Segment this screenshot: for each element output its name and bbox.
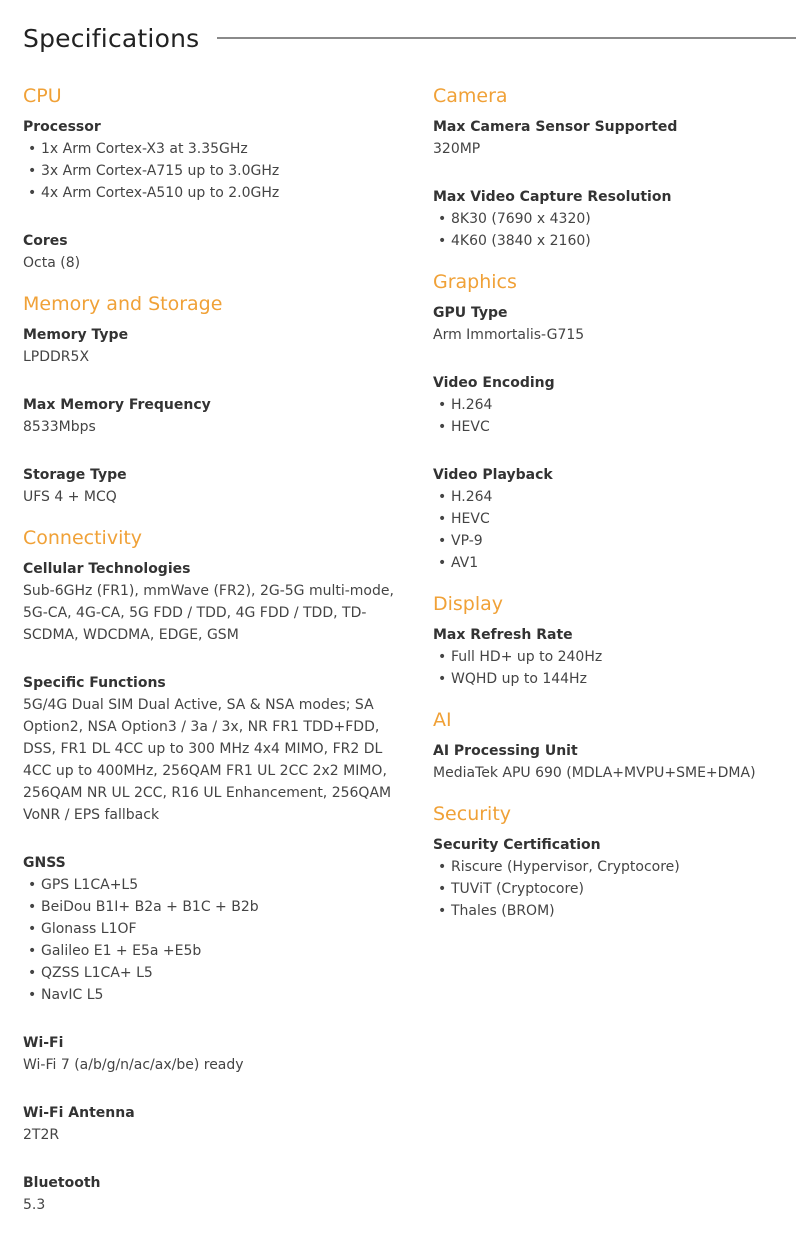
spec-value: 5.3: [23, 1197, 46, 1213]
spec-storage-type: [23, 464, 411, 508]
spec-value: 2T2R: [23, 1127, 60, 1143]
spec-list-item: • Glonass L1OF: [23, 918, 411, 940]
spec-value: 8533Mbps: [23, 419, 96, 435]
spec-list-item: • BeiDou B1I+ B2a + B1C + B2b: [23, 896, 411, 918]
spec-list: [433, 486, 793, 574]
spec-label: Wi-Fi Antenna: [23, 1105, 135, 1121]
spec-max-memory-frequency: [23, 394, 411, 438]
spec-list-item: • GPS L1CA+L5: [23, 874, 411, 896]
spec-list-item: • HEVC: [433, 508, 793, 530]
spec-list-item: • NavIC L5: [23, 984, 411, 1006]
spec-processor: [23, 116, 411, 204]
spec-list-item: • 4x Arm Cortex-A510 up to 2.0GHz: [23, 182, 411, 204]
spec-gnss: [23, 852, 411, 1006]
title-divider: [217, 37, 796, 39]
spec-value: MediaTek APU 690 (MDLA+MVPU+SME+DMA): [433, 765, 756, 781]
spec-list-item: • Riscure (Hypervisor, Cryptocore): [433, 856, 793, 878]
spec-label: GNSS: [23, 855, 66, 871]
spec-label: Security Certification: [433, 837, 601, 853]
spec-value: Octa (8): [23, 255, 81, 271]
page-header: [23, 18, 796, 58]
spec-list-item: • 4K60 (3840 x 2160): [433, 230, 793, 252]
spec-wi-fi-antenna: [23, 1102, 411, 1146]
spec-label: GPU Type: [433, 305, 508, 321]
spec-value: Wi-Fi 7 (a/b/g/n/ac/ax/be) ready: [23, 1057, 244, 1073]
spec-section-display: [433, 592, 793, 690]
spec-value: Sub-6GHz (FR1), mmWave (FR2), 2G-5G multi-mode, 5G-CA, 4G-CA, 5G FDD / TDD, 4G FDD / TDD, TD-SCDMA, WDCDMA, EDGE, GSM: [23, 583, 394, 643]
page-title: Specifications: [23, 23, 200, 53]
section-title: Display: [433, 593, 504, 615]
spec-list-item: • 1x Arm Cortex-X3 at 3.35GHz: [23, 138, 411, 160]
spec-security-certification: [433, 834, 793, 922]
spec-value: UFS 4 + MCQ: [23, 489, 117, 505]
spec-value: 320MP: [433, 141, 481, 157]
spec-list-item: • Thales (BROM): [433, 900, 793, 922]
spec-gpu-type: [433, 302, 793, 346]
spec-section-cpu: [23, 84, 411, 274]
spec-list-item: • VP-9: [433, 530, 793, 552]
spec-value: LPDDR5X: [23, 349, 90, 365]
spec-cellular-technologies: [23, 558, 411, 646]
section-title: Camera: [433, 85, 508, 107]
spec-list-item: • 8K30 (7690 x 4320): [433, 208, 793, 230]
section-title: CPU: [23, 85, 62, 107]
section-title: Connectivity: [23, 527, 143, 549]
spec-max-refresh-rate: [433, 624, 793, 690]
left-column: [23, 84, 411, 1234]
spec-label: Max Video Capture Resolution: [433, 189, 672, 205]
spec-list-item: • TUViT (Cryptocore): [433, 878, 793, 900]
spec-video-playback: [433, 464, 793, 574]
spec-wi-fi: [23, 1032, 411, 1076]
spec-section-ai: [433, 708, 793, 784]
spec-list: [23, 138, 411, 204]
spec-value: 5G/4G Dual SIM Dual Active, SA & NSA modes; SA Option2, NSA Option3 / 3a / 3x, NR FR1 TDD+FDD, DSS, FR1 DL 4CC up to 300 MHz 4x4 MIMO, FR2 DL 4CC up to 400MHz, 256QAM FR1 UL 2CC 2x2 MIMO, 256QAM NR UL 2CC, R16 UL Enhancement, 256QAM VoNR / EPS fallback: [23, 697, 392, 823]
spec-list-item: • AV1: [433, 552, 793, 574]
spec-section-security: [433, 802, 793, 922]
spec-video-encoding: [433, 372, 793, 438]
spec-list-item: • Full HD+ up to 240Hz: [433, 646, 793, 668]
spec-label: Max Camera Sensor Supported: [433, 119, 678, 135]
spec-list-item: • H.264: [433, 486, 793, 508]
spec-label: Max Refresh Rate: [433, 627, 573, 643]
spec-list: [433, 856, 793, 922]
section-title: Memory and Storage: [23, 293, 223, 315]
spec-list: [433, 208, 793, 252]
right-column: [433, 84, 793, 940]
spec-list: [23, 874, 411, 1006]
spec-value: Arm Immortalis-G715: [433, 327, 585, 343]
spec-list-item: • HEVC: [433, 416, 793, 438]
spec-specific-functions: [23, 672, 411, 826]
spec-list: [433, 646, 793, 690]
spec-label: Processor: [23, 119, 101, 135]
spec-label: Wi-Fi: [23, 1035, 64, 1051]
section-title: Security: [433, 803, 512, 825]
spec-label: Cellular Technologies: [23, 561, 191, 577]
spec-section-graphics: [433, 270, 793, 574]
spec-list-item: • 3x Arm Cortex-A715 up to 3.0GHz: [23, 160, 411, 182]
section-title: AI: [433, 709, 452, 731]
spec-label: Max Memory Frequency: [23, 397, 211, 413]
spec-max-camera-sensor-supported: [433, 116, 793, 160]
spec-cores: [23, 230, 411, 274]
spec-label: Cores: [23, 233, 68, 249]
spec-list-item: • WQHD up to 144Hz: [433, 668, 793, 690]
spec-label: Storage Type: [23, 467, 127, 483]
spec-label: Bluetooth: [23, 1175, 101, 1191]
spec-label: Video Playback: [433, 467, 553, 483]
spec-list: [433, 394, 793, 438]
spec-list-item: • Galileo E1 + E5a +E5b: [23, 940, 411, 962]
spec-section-connectivity: [23, 526, 411, 1216]
spec-label: Memory Type: [23, 327, 129, 343]
spec-list-item: • H.264: [433, 394, 793, 416]
spec-list-item: • QZSS L1CA+ L5: [23, 962, 411, 984]
spec-label: Video Encoding: [433, 375, 555, 391]
spec-section-memory-and-storage: [23, 292, 411, 508]
spec-label: Specific Functions: [23, 675, 166, 691]
spec-label: AI Processing Unit: [433, 743, 578, 759]
spec-ai-processing-unit: [433, 740, 793, 784]
spec-max-video-capture-resolution: [433, 186, 793, 252]
spec-section-camera: [433, 84, 793, 252]
spec-bluetooth: [23, 1172, 411, 1216]
spec-memory-type: [23, 324, 411, 368]
section-title: Graphics: [433, 271, 517, 293]
